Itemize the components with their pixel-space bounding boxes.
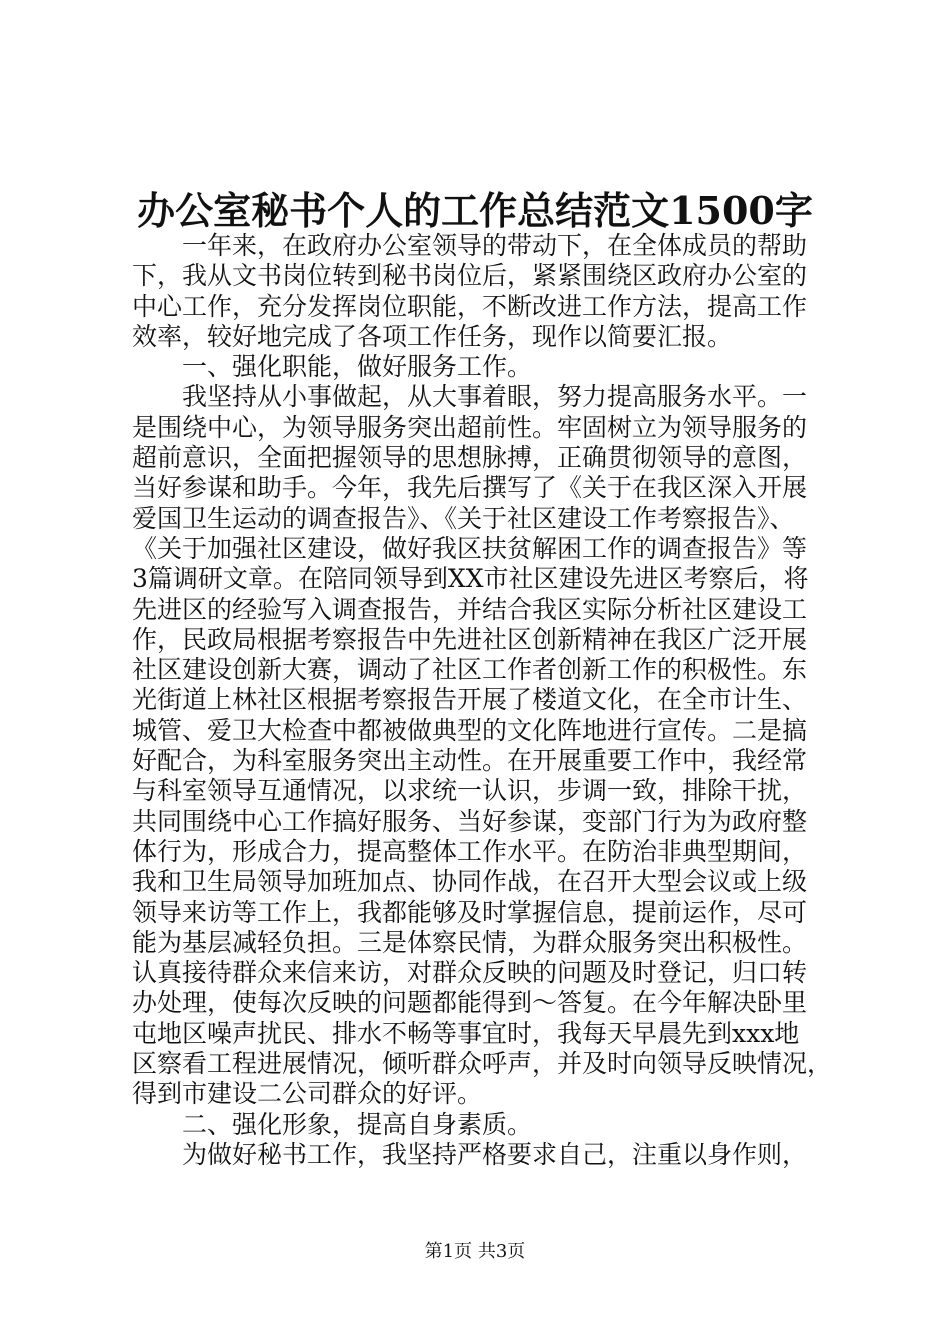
text-line: 作，民政局根据考察报告中先进社区创新精神在我区广泛开展 bbox=[132, 624, 808, 654]
text-line: 办处理，使每次反映的问题都能得到～答复。在今年解决卧里 bbox=[132, 988, 808, 1018]
document-title: 办公室秘书个人的工作总结范文1500字 bbox=[137, 188, 813, 233]
text-line: 得到市建设二公司群众的好评。 bbox=[132, 1079, 483, 1109]
text-line: 我坚持从小事做起，从大事着眼，努力提高服务水平。一 bbox=[182, 382, 808, 412]
text-line: 超前意识，全面把握领导的思想脉搏，正确贯彻领导的意图， bbox=[132, 443, 808, 473]
text-line: 是围绕中心，为领导服务突出超前性。牢固树立为领导服务的 bbox=[132, 412, 808, 442]
text-line: 先进区的经验写入调查报告，并结合我区实际分析社区建设工 bbox=[132, 594, 808, 624]
text-line: 当好参谋和助手。今年，我先后撰写了《关于在我区深入开展 bbox=[132, 473, 808, 503]
text-line: 区察看工程进展情况，倾听群众呼声，并及时向领导反映情况， bbox=[132, 1049, 833, 1079]
text-line: 领导来访等工作上，我都能够及时掌握信息，提前运作，尽可 bbox=[132, 897, 808, 927]
text-line: 光街道上林社区根据考察报告开展了楼道文化，在全市计生、 bbox=[132, 685, 808, 715]
text-line: 体行为，形成合力，提高整体工作水平。在防治非典型期间， bbox=[132, 836, 808, 866]
text-line: 城管、爱卫大检查中都被做典型的文化阵地进行宣传。二是搞 bbox=[132, 715, 808, 745]
text-line: 一年来，在政府办公室领导的带动下，在全体成员的帮助 bbox=[182, 231, 808, 260]
text-line: 好配合，为科室服务突出主动性。在开展重要工作中，我经常 bbox=[132, 746, 808, 776]
text-line: 认真接待群众来信来访，对群众反映的问题及时登记，归口转 bbox=[132, 958, 808, 988]
page-footer: 第1页 共3页 bbox=[424, 1241, 526, 1262]
text-line: 为做好秘书工作，我坚持严格要求自己，注重以身作则， bbox=[182, 1139, 808, 1169]
text-line: 能为基层减轻负担。三是体察民情，为群众服务突出积极性。 bbox=[132, 927, 808, 957]
text-line: 共同围绕中心工作搞好服务、当好参谋，变部门行为为政府整 bbox=[132, 806, 808, 836]
text-line: 与科室领导互通情况，以求统一认识，步调一致，排除干扰， bbox=[132, 776, 808, 806]
text-line: 爱国卫生运动的调查报告》、《关于社区建设工作考察报告》、 bbox=[132, 503, 795, 533]
text-line: 二、强化形象，提高自身素质。 bbox=[182, 1109, 533, 1139]
text-line: 效率，较好地完成了各项工作任务，现作以简要汇报。 bbox=[132, 321, 733, 351]
document-body bbox=[132, 231, 832, 1170]
text-line: 中心工作，充分发挥岗位职能，不断改进工作方法，提高工作 bbox=[132, 291, 808, 321]
text-line: 下，我从文书岗位转到秘书岗位后，紧紧围绕区政府办公室的 bbox=[132, 261, 808, 291]
text-line: 一、强化职能，做好服务工作。 bbox=[182, 352, 533, 382]
text-line: 社区建设创新大赛，调动了社区工作者创新工作的积极性。东 bbox=[132, 655, 808, 685]
text-line: 屯地区噪声扰民、排水不畅等事宜时，我每天早晨先到xxx地 bbox=[132, 1018, 800, 1048]
text-line: 《关于加强社区建设，做好我区扶贫解困工作的调查报告》等 bbox=[132, 533, 808, 563]
text-line: 我和卫生局领导加班加点、协同作战，在召开大型会议或上级 bbox=[132, 867, 808, 897]
text-line: 3篇调研文章。在陪同领导到XX市社区建设先进区考察后，将 bbox=[132, 564, 809, 594]
